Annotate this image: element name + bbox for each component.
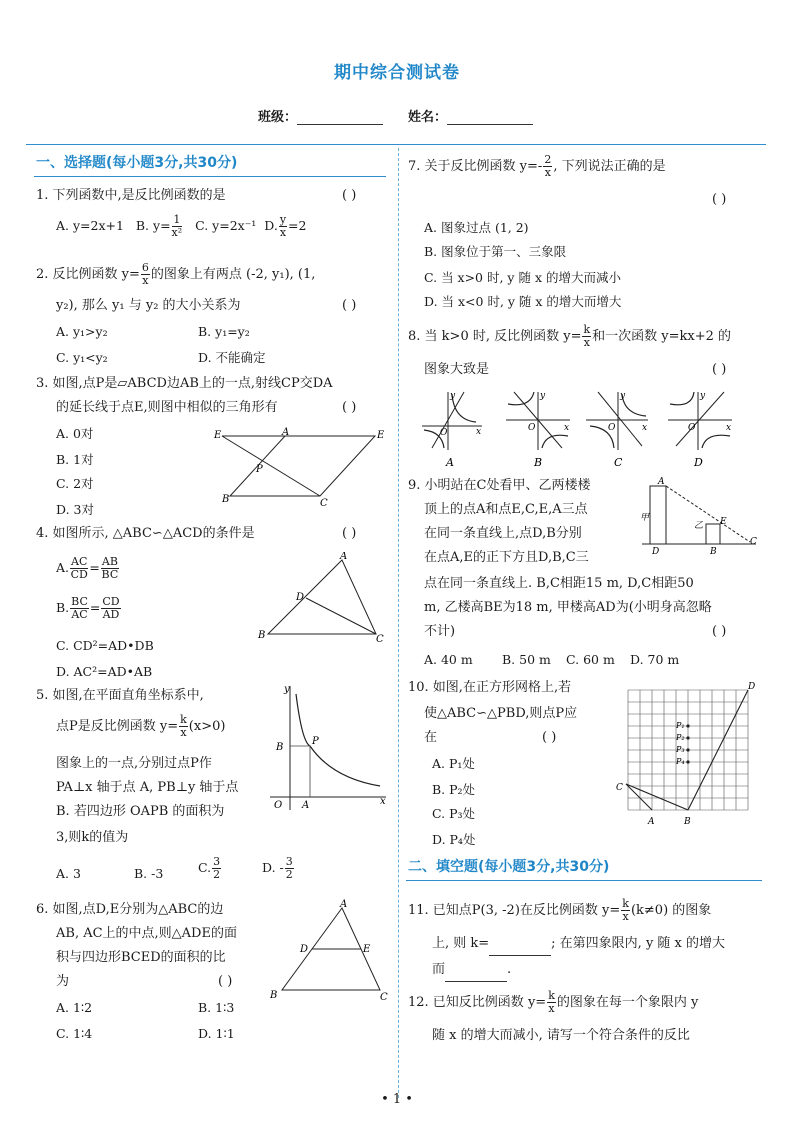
q8-c-y: y [620, 391, 626, 401]
q8-label-b: B [534, 456, 543, 469]
q5-option-c[interactable]: C. $\frac{3}{2}$ [198, 855, 221, 881]
section-2-heading: 二、填空题(每小题3分,共30分) [408, 859, 610, 875]
q6-answer-paren[interactable]: ( ) [218, 974, 233, 989]
q10-label-p3: P₃ [676, 745, 685, 754]
q8-c-x: x [642, 423, 648, 433]
q9-label-a: A [658, 477, 665, 487]
q9-option-a[interactable]: A. 40 m [424, 652, 473, 667]
q6-label-a: A [340, 899, 348, 910]
q8-figures [420, 386, 766, 472]
page-number: • 1 • [381, 1092, 413, 1107]
q3-label-a: A [282, 427, 290, 438]
page-title: 期中综合测试卷 [334, 63, 460, 83]
class-blank[interactable] [297, 112, 383, 125]
q4-label-b: B [258, 630, 266, 641]
q9-option-d[interactable]: D. 70 m [630, 652, 680, 667]
q5-figure [262, 682, 390, 812]
q9-line5: 点在同一条直线上. B,C相距15 m, D,C相距50 [424, 576, 694, 591]
q10-label-p4: P₄ [676, 757, 685, 766]
q7-answer-paren[interactable]: ( ) [712, 192, 727, 207]
q2-option-a[interactable]: A. y₁>y₂ [56, 324, 108, 339]
column-divider [398, 148, 399, 1098]
q10-label-p1: P₁ [676, 721, 685, 730]
q8-answer-paren[interactable]: ( ) [712, 362, 727, 377]
q12-line1: 12. 已知反比例函数 y= $\frac{k}{x}$ 的图象在每一个象限内 y [408, 989, 699, 1015]
q9-option-c[interactable]: C. 60 m [566, 652, 615, 667]
q8-label-d: D [694, 456, 703, 469]
q8-line2: 图象大致是 [424, 362, 490, 377]
header-rule [26, 144, 766, 145]
q3-figure [210, 426, 390, 506]
q8-b-y: y [540, 391, 546, 401]
q6-label-e: E [363, 944, 371, 955]
q3-label-e2: E [377, 430, 385, 441]
name-field [408, 106, 533, 125]
q6-option-d[interactable]: D. 1∶1 [198, 1026, 235, 1041]
q2-option-d[interactable]: D. 不能确定 [198, 350, 266, 365]
q4-answer-paren[interactable]: ( ) [342, 526, 357, 541]
name-blank[interactable] [447, 112, 533, 125]
q8-c-o: O [608, 423, 616, 433]
q8-d-o: O [688, 423, 696, 433]
q9-line6: m, 乙楼高BE为18 m, 甲楼高AD为(小明身高忽略 [424, 600, 712, 615]
q10-label-d: D [748, 682, 756, 692]
section-1-heading: 一、选择题(每小题3分,共30分) [36, 155, 238, 171]
q10-option-b[interactable]: B. P₂处 [432, 782, 476, 797]
q7-option-b[interactable]: B. 图象位于第一、三象限 [424, 244, 567, 259]
q3-label-b: B [222, 494, 230, 505]
q9-label-c: C [750, 537, 757, 547]
q8-b-x: x [564, 423, 570, 433]
q4-option-a[interactable]: A. $\frac{AC}{CD}$ = $\frac{AB}{BC}$ [56, 555, 119, 581]
q12-line2: 随 x 的增大而减小, 请写一个符合条件的反比 [432, 1028, 690, 1043]
q10-figure [614, 680, 764, 832]
q1-answer-paren[interactable]: ( ) [342, 188, 357, 203]
q9-line3: 在同一条直线上,点D,B分别 [424, 526, 582, 541]
q8-a-y: y [450, 391, 456, 401]
q5-line4: PA⊥x 轴于点 A, PB⊥y 轴于点 [56, 780, 239, 795]
q5-line2: 点P是反比例函数 y= $\frac{k}{x}$ (x>0) [56, 713, 226, 739]
q11-line2: 上, 则 k= ; 在第四象限内, y 随 x 的增大 [432, 932, 725, 956]
q3-line1: 3. 如图,点P是▱ABCD边AB上的一点,射线CP交DA [36, 376, 333, 391]
q5-option-d[interactable]: D. - $\frac{3}{2}$ [262, 855, 293, 881]
q6-label-c: C [380, 992, 388, 1003]
q6-label-b: B [270, 990, 278, 1001]
q3-line2: 的延长线于点E,则图中相似的三角形有 [56, 400, 278, 415]
q5-label-p: P [312, 736, 319, 747]
q5-line6: 3,则k的值为 [56, 830, 129, 845]
q3-option-d[interactable]: D. 3对 [56, 502, 94, 517]
q9-label-d: D [652, 547, 660, 557]
q3-label-c: C [320, 498, 328, 506]
q5-label-o: O [274, 800, 283, 811]
q2-answer-paren[interactable]: ( ) [342, 298, 357, 313]
q10-line2: 使△ABC∽△PBD,则点P应 [424, 706, 578, 721]
q5-label-y: y [284, 684, 290, 695]
q9-line1: 9. 小明站在C处看甲、乙两楼楼 [408, 478, 591, 493]
q7-option-a[interactable]: A. 图象过点 (1, 2) [424, 220, 529, 235]
q8-graph-a [422, 391, 482, 469]
q8-label-c: C [614, 456, 623, 469]
q9-option-b[interactable]: B. 50 m [502, 652, 551, 667]
q10-option-c[interactable]: C. P₃处 [432, 806, 475, 821]
q2-line1: 2. 反比例函数 y= $\frac{6}{x}$ 的图象上有两点 (-2, y₁), (1, [36, 261, 316, 287]
q5-label-b: B [276, 742, 284, 753]
q6-line1: 6. 如图,点D,E分别为△ABC的边 [36, 902, 224, 917]
q9-label-jia: 甲 [640, 513, 650, 523]
q8-d-x: x [726, 423, 732, 433]
name-label: 姓名： [408, 110, 448, 125]
q3-answer-paren[interactable]: ( ) [342, 400, 357, 415]
q9-line2: 顶上的点A和点E,C,E,A三点 [424, 502, 588, 517]
q10-label-a: A [648, 817, 655, 827]
q1-stem: 1. 下列函数中,是反比例函数的是 [36, 188, 226, 203]
class-label: 班级： [258, 110, 298, 125]
q10-label-b: B [684, 817, 691, 827]
q4-label-c: C [376, 634, 384, 644]
q4-figure [256, 552, 386, 644]
q4-label-a: A [340, 552, 348, 562]
q7-line1: 7. 关于反比例函数 y=- $\frac{2}{x}$ , 下列说法正确的是 [408, 153, 666, 179]
q9-line7: 不计) [424, 624, 456, 639]
q2-option-c[interactable]: C. y₁<y₂ [56, 350, 108, 365]
q8-line1: 8. 当 k>0 时, 反比例函数 y= $\frac{k}{x}$ 和一次函数 y=kx+2 的 [408, 323, 732, 349]
q10-answer-paren[interactable]: ( ) [542, 730, 557, 745]
q10-label-c: C [616, 783, 623, 793]
section-2-rule [406, 880, 762, 881]
q8-label-a: A [446, 456, 454, 469]
q3-option-c[interactable]: C. 2对 [56, 476, 94, 491]
q4-label-d: D [296, 592, 305, 603]
q3-option-b[interactable]: B. 1对 [56, 452, 94, 467]
q5-label-x: x [380, 796, 386, 807]
q3-option-a[interactable]: A. 0对 [56, 426, 94, 441]
q6-label-d: D [300, 944, 309, 955]
section-1-rule [34, 176, 386, 177]
q10-line1: 10. 如图,在正方形网格上,若 [408, 680, 572, 695]
q6-option-b[interactable]: B. 1∶3 [198, 1000, 235, 1015]
q8-graph-c [586, 391, 648, 469]
q5-option-a[interactable]: A. 3 [56, 866, 81, 881]
q5-label-a: A [302, 800, 310, 811]
q5-line3: 图象上的一点,分别过点P作 [56, 756, 212, 771]
q10-option-d[interactable]: D. P₄处 [432, 832, 476, 847]
q6-option-a[interactable]: A. 1∶2 [56, 1000, 93, 1015]
q8-a-x: x [476, 427, 482, 437]
q3-label-e1: E [214, 430, 222, 441]
q8-a-o: O [440, 428, 448, 438]
q7-option-c[interactable]: C. 当 x>0 时, y 随 x 的增大而减小 [424, 270, 621, 285]
q6-line4: 为 [56, 974, 70, 989]
q11-blank-1[interactable] [489, 943, 551, 956]
q4-stem: 4. 如图所示, △ABC∽△ACD的条件是 [36, 526, 255, 541]
q1-option-d[interactable]: D. $\frac{y}{x}$ =2 [264, 213, 307, 239]
q10-line3: 在 [424, 730, 438, 745]
q2-line2: y₂), 那么 y₁ 与 y₂ 的大小关系为 [56, 298, 241, 313]
q5-line5: B. 若四边形 OAPB 的面积为 [56, 804, 225, 819]
q4-option-d[interactable]: D. AC²=AD•AB [56, 664, 153, 679]
q11-line3: 而 . [432, 958, 511, 982]
q2-option-b[interactable]: B. y₁=y₂ [198, 324, 250, 339]
class-field [258, 106, 383, 125]
q8-graph-d [668, 391, 732, 469]
q4-option-c[interactable]: C. CD²=AD•DB [56, 638, 154, 653]
q5-option-b[interactable]: B. -3 [134, 866, 164, 881]
q6-line3: 积与四边形BCED的面积的比 [56, 950, 226, 965]
q10-label-p2: P₂ [676, 733, 685, 742]
q8-b-o: O [528, 423, 536, 433]
q4-option-b[interactable]: B. $\frac{BC}{AC}$ = $\frac{CD}{AD}$ [56, 595, 120, 621]
q10-option-a[interactable]: A. P₁处 [432, 756, 475, 771]
q9-label-yi: 乙 [694, 521, 704, 531]
q11-line1: 11. 已知点P(3, -2)在反比例函数 y= $\frac{k}{x}$ (k≠0) 的图象 [408, 897, 712, 923]
q3-label-p: P [256, 464, 263, 475]
q1-option-a[interactable]: A. y=2x+1 [56, 218, 124, 233]
q9-answer-paren[interactable]: ( ) [712, 624, 727, 639]
q8-d-y: y [700, 391, 706, 401]
q9-line4: 在点A,E的正下方且D,B,C三 [424, 550, 589, 565]
q11-blank-2[interactable] [445, 969, 507, 982]
q9-label-e: E [720, 517, 727, 527]
q7-option-d[interactable]: D. 当 x<0 时, y 随 x 的增大而增大 [424, 294, 622, 309]
q1-option-b[interactable]: B. y= $\frac{1}{\text{x²}}$ [135, 213, 183, 239]
q6-option-c[interactable]: C. 1∶4 [56, 1026, 93, 1041]
q8-graph-b [506, 391, 570, 469]
q1-option-c[interactable]: C. y=2x⁻¹ [195, 218, 257, 233]
q6-figure [264, 898, 390, 1004]
q9-figure [638, 474, 762, 560]
q1-options [56, 214, 306, 239]
q5-line1: 5. 如图,在平面直角坐标系中, [36, 688, 204, 703]
q6-line2: AB, AC上的中点,则△ADE的面 [56, 926, 237, 941]
q9-label-b: B [710, 547, 717, 557]
